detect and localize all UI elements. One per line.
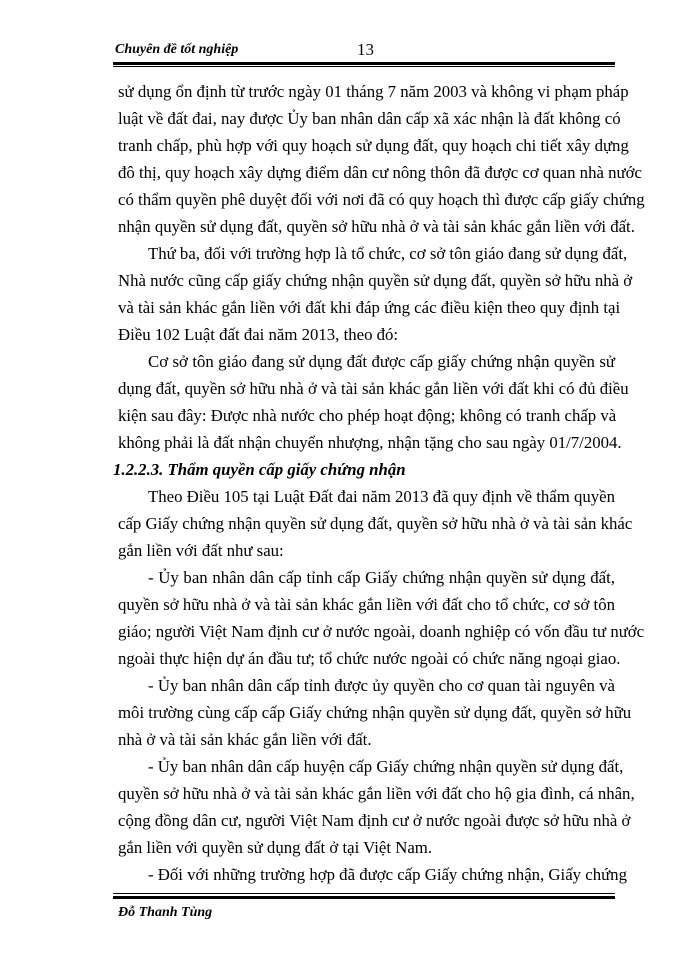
section-heading: 1.2.2.3. Thẩm quyền cấp giấy chứng nhận xyxy=(113,460,406,479)
footer-author: Đỗ Thanh Tùng xyxy=(118,905,213,920)
text-line: có thẩm quyền phê duyệt đối với nơi đã có quy hoạch thì được cấp giấy chứng xyxy=(118,190,645,209)
header-rule-thick xyxy=(113,62,615,65)
header-title: Chuyên đề tốt nghiệp xyxy=(115,42,239,57)
text-line: gắn liền với đất như sau: xyxy=(118,541,284,560)
text-line: gắn liền với quyền sử dụng đất ở tại Việt Nam. xyxy=(118,838,433,857)
page-header xyxy=(113,38,615,64)
text-line: ngoài thực hiện dự án đầu tư; tổ chức nước ngoài có chức năng ngoại giao. xyxy=(118,649,621,668)
text-line: dụng đất, quyền sở hữu nhà ở và tài sản khác gắn liền với đất khi có đủ điều xyxy=(118,379,629,398)
text-line: - Ủy ban nhân dân cấp huyện cấp Giấy chứng nhận quyền sử dụng đất, xyxy=(148,757,624,776)
text-line: Nhà nước cũng cấp giấy chứng nhận quyền sử dụng đất, quyền sở hữu nhà ở xyxy=(118,271,633,290)
text-line: nhận quyền sử dụng đất, quyền sở hữu nhà ở và tài sản khác gắn liền với đất. xyxy=(118,217,635,236)
page-number: 13 xyxy=(357,40,374,59)
text-line: cấp Giấy chứng nhận quyền sử dụng đất, quyền sở hữu nhà ở và tài sản khác xyxy=(118,514,633,533)
text-line: sử dụng ổn định từ trước ngày 01 tháng 7 năm 2003 và không vi phạm pháp xyxy=(118,82,629,101)
text-line: và tài sản khác gắn liền với đất khi đáp ứng các điều kiện theo quy định tại xyxy=(118,298,621,317)
text-line: nhà ở và tài sản khác gắn liền với đất. xyxy=(118,730,372,749)
text-line: - Đối với những trường hợp đã được cấp Giấy chứng nhận, Giấy chứng xyxy=(148,865,627,884)
header-rule-thin xyxy=(113,66,615,67)
text-line: tranh chấp, phù hợp với quy hoạch sử dụng đất, quy hoạch chi tiết xây dựng xyxy=(118,136,629,155)
text-line: Điều 102 Luật đất đai năm 2013, theo đó: xyxy=(118,325,399,344)
footer-rule-thin xyxy=(113,893,615,894)
text-line: - Ủy ban nhân dân cấp tỉnh được ủy quyền cho cơ quan tài nguyên và xyxy=(148,676,615,695)
text-line: không phải là đất nhận chuyển nhượng, nhận tặng cho sau ngày 01/7/2004. xyxy=(118,433,622,452)
text-line: môi trường cùng cấp cấp Giấy chứng nhận quyền sử dụng đất, quyền sở hữu xyxy=(118,703,632,722)
text-line: giáo; người Việt Nam định cư ở nước ngoài, doanh nghiệp có vốn đầu tư nước xyxy=(118,622,645,641)
text-line: Thứ ba, đối với trường hợp là tổ chức, cơ sở tôn giáo đang sử dụng đất, xyxy=(148,244,628,263)
text-line: đô thị, quy hoạch xây dựng điểm dân cư nông thôn đã được cơ quan nhà nước xyxy=(118,163,642,182)
text-line: luật về đất đai, nay được Ủy ban nhân dân cấp xã xác nhận là đất không có xyxy=(118,109,621,128)
text-line: cộng đồng dân cư, người Việt Nam định cư ở nước ngoài được sở hữu nhà ở xyxy=(118,811,631,830)
text-line: kiện sau đây: Được nhà nước cho phép hoạt động; không có tranh chấp và xyxy=(118,406,617,425)
text-line: quyền sở hữu nhà ở và tài sản khác gắn liền với đất cho hộ gia đình, cá nhân, xyxy=(118,784,635,803)
footer-rule-thick xyxy=(113,896,615,899)
text-line: Theo Điều 105 tại Luật Đất đai năm 2013 đã quy định về thẩm quyền xyxy=(148,487,615,506)
text-line: quyền sở hữu nhà ở và tài sản khác gắn liền với đất cho tổ chức, cơ sở tôn xyxy=(118,595,615,614)
text-line: Cơ sở tôn giáo đang sử dụng đất được cấp giấy chứng nhận quyền sử xyxy=(148,352,615,371)
text-line: - Ủy ban nhân dân cấp tỉnh cấp Giấy chứng nhận quyền sử dụng đất, xyxy=(148,568,615,587)
